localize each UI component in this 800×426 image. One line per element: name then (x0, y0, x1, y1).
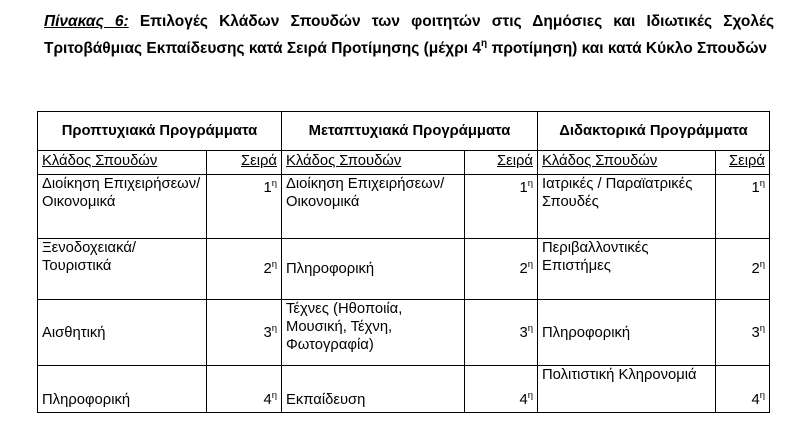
field-cell: Πληροφορική (282, 239, 465, 300)
table-row (38, 300, 770, 366)
column-header-order: Σειρά (716, 151, 770, 175)
field-cell: Τέχνες (Ηθοποιία, Μουσική, Τέχνη, Φωτογραφία) (282, 300, 465, 366)
caption-superscript: η (481, 38, 488, 49)
field-cell: Εκπαίδευση (282, 366, 465, 413)
column-header-order: Σειρά (465, 151, 538, 175)
study-fields-table (37, 111, 770, 413)
field-cell: Αισθητική (38, 300, 207, 366)
table-row (38, 175, 770, 239)
order-cell: $4^\eta$ (207, 366, 282, 413)
caption-text-end: προτίμηση) και κατά Κύκλο Σπουδών (487, 40, 768, 57)
field-cell: Ιατρικές / Παραϊατρικές Σπουδές (538, 175, 716, 239)
order-cell: $1^\eta$ (465, 175, 538, 239)
order-cell: $3^\eta$ (207, 300, 282, 366)
order-cell: $1^\eta$ (207, 175, 282, 239)
order-cell: $3^\eta$ (465, 300, 538, 366)
table-row (38, 239, 770, 300)
order-cell: $4^\eta$ (716, 366, 770, 413)
field-cell: Διοίκηση Επιχειρήσεων/ Οικονομικά (282, 175, 465, 239)
order-cell: $2^\eta$ (465, 239, 538, 300)
group-header-postgraduate: Μεταπτυχιακά Προγράμματα (282, 112, 538, 151)
column-header-field: Κλάδος Σπουδών (38, 151, 207, 175)
table-caption (44, 8, 774, 62)
field-cell: Ξενοδοχειακά/ Τουριστικά (38, 239, 207, 300)
caption-label: Πίνακας 6: (44, 13, 129, 30)
column-header-field: Κλάδος Σπουδών (538, 151, 716, 175)
field-cell: Περιβαλλοντικές Επιστήμες (538, 239, 716, 300)
order-cell: $1^\eta$ (716, 175, 770, 239)
order-cell: $2^\eta$ (207, 239, 282, 300)
field-cell: Πληροφορική (538, 300, 716, 366)
order-cell: $2^\eta$ (716, 239, 770, 300)
column-header-order: Σειρά (207, 151, 282, 175)
caption-text: Επιλογές Κλάδων Σπουδών των φοιτητών στις Δημόσιες και Ιδιωτικές Σχολές Τριτοβάθμιας Εκπαίδευσης κατά Σειρά Προτίμησης (μέχρι 4 (44, 13, 775, 57)
order-cell: $3^\eta$ (716, 300, 770, 366)
order-cell: $4^\eta$ (465, 366, 538, 413)
field-cell: Πληροφορική (38, 366, 207, 413)
field-cell: Διοίκηση Επιχειρήσεων/ Οικονομικά (38, 175, 207, 239)
table-row (38, 366, 770, 413)
field-cell: Πολιτιστική Κληρονομιά (538, 366, 716, 413)
column-header-field: Κλάδος Σπουδών (282, 151, 465, 175)
group-header-undergraduate: Προπτυχιακά Προγράμματα (38, 112, 282, 151)
group-header-doctoral: Διδακτορικά Προγράμματα (538, 112, 770, 151)
